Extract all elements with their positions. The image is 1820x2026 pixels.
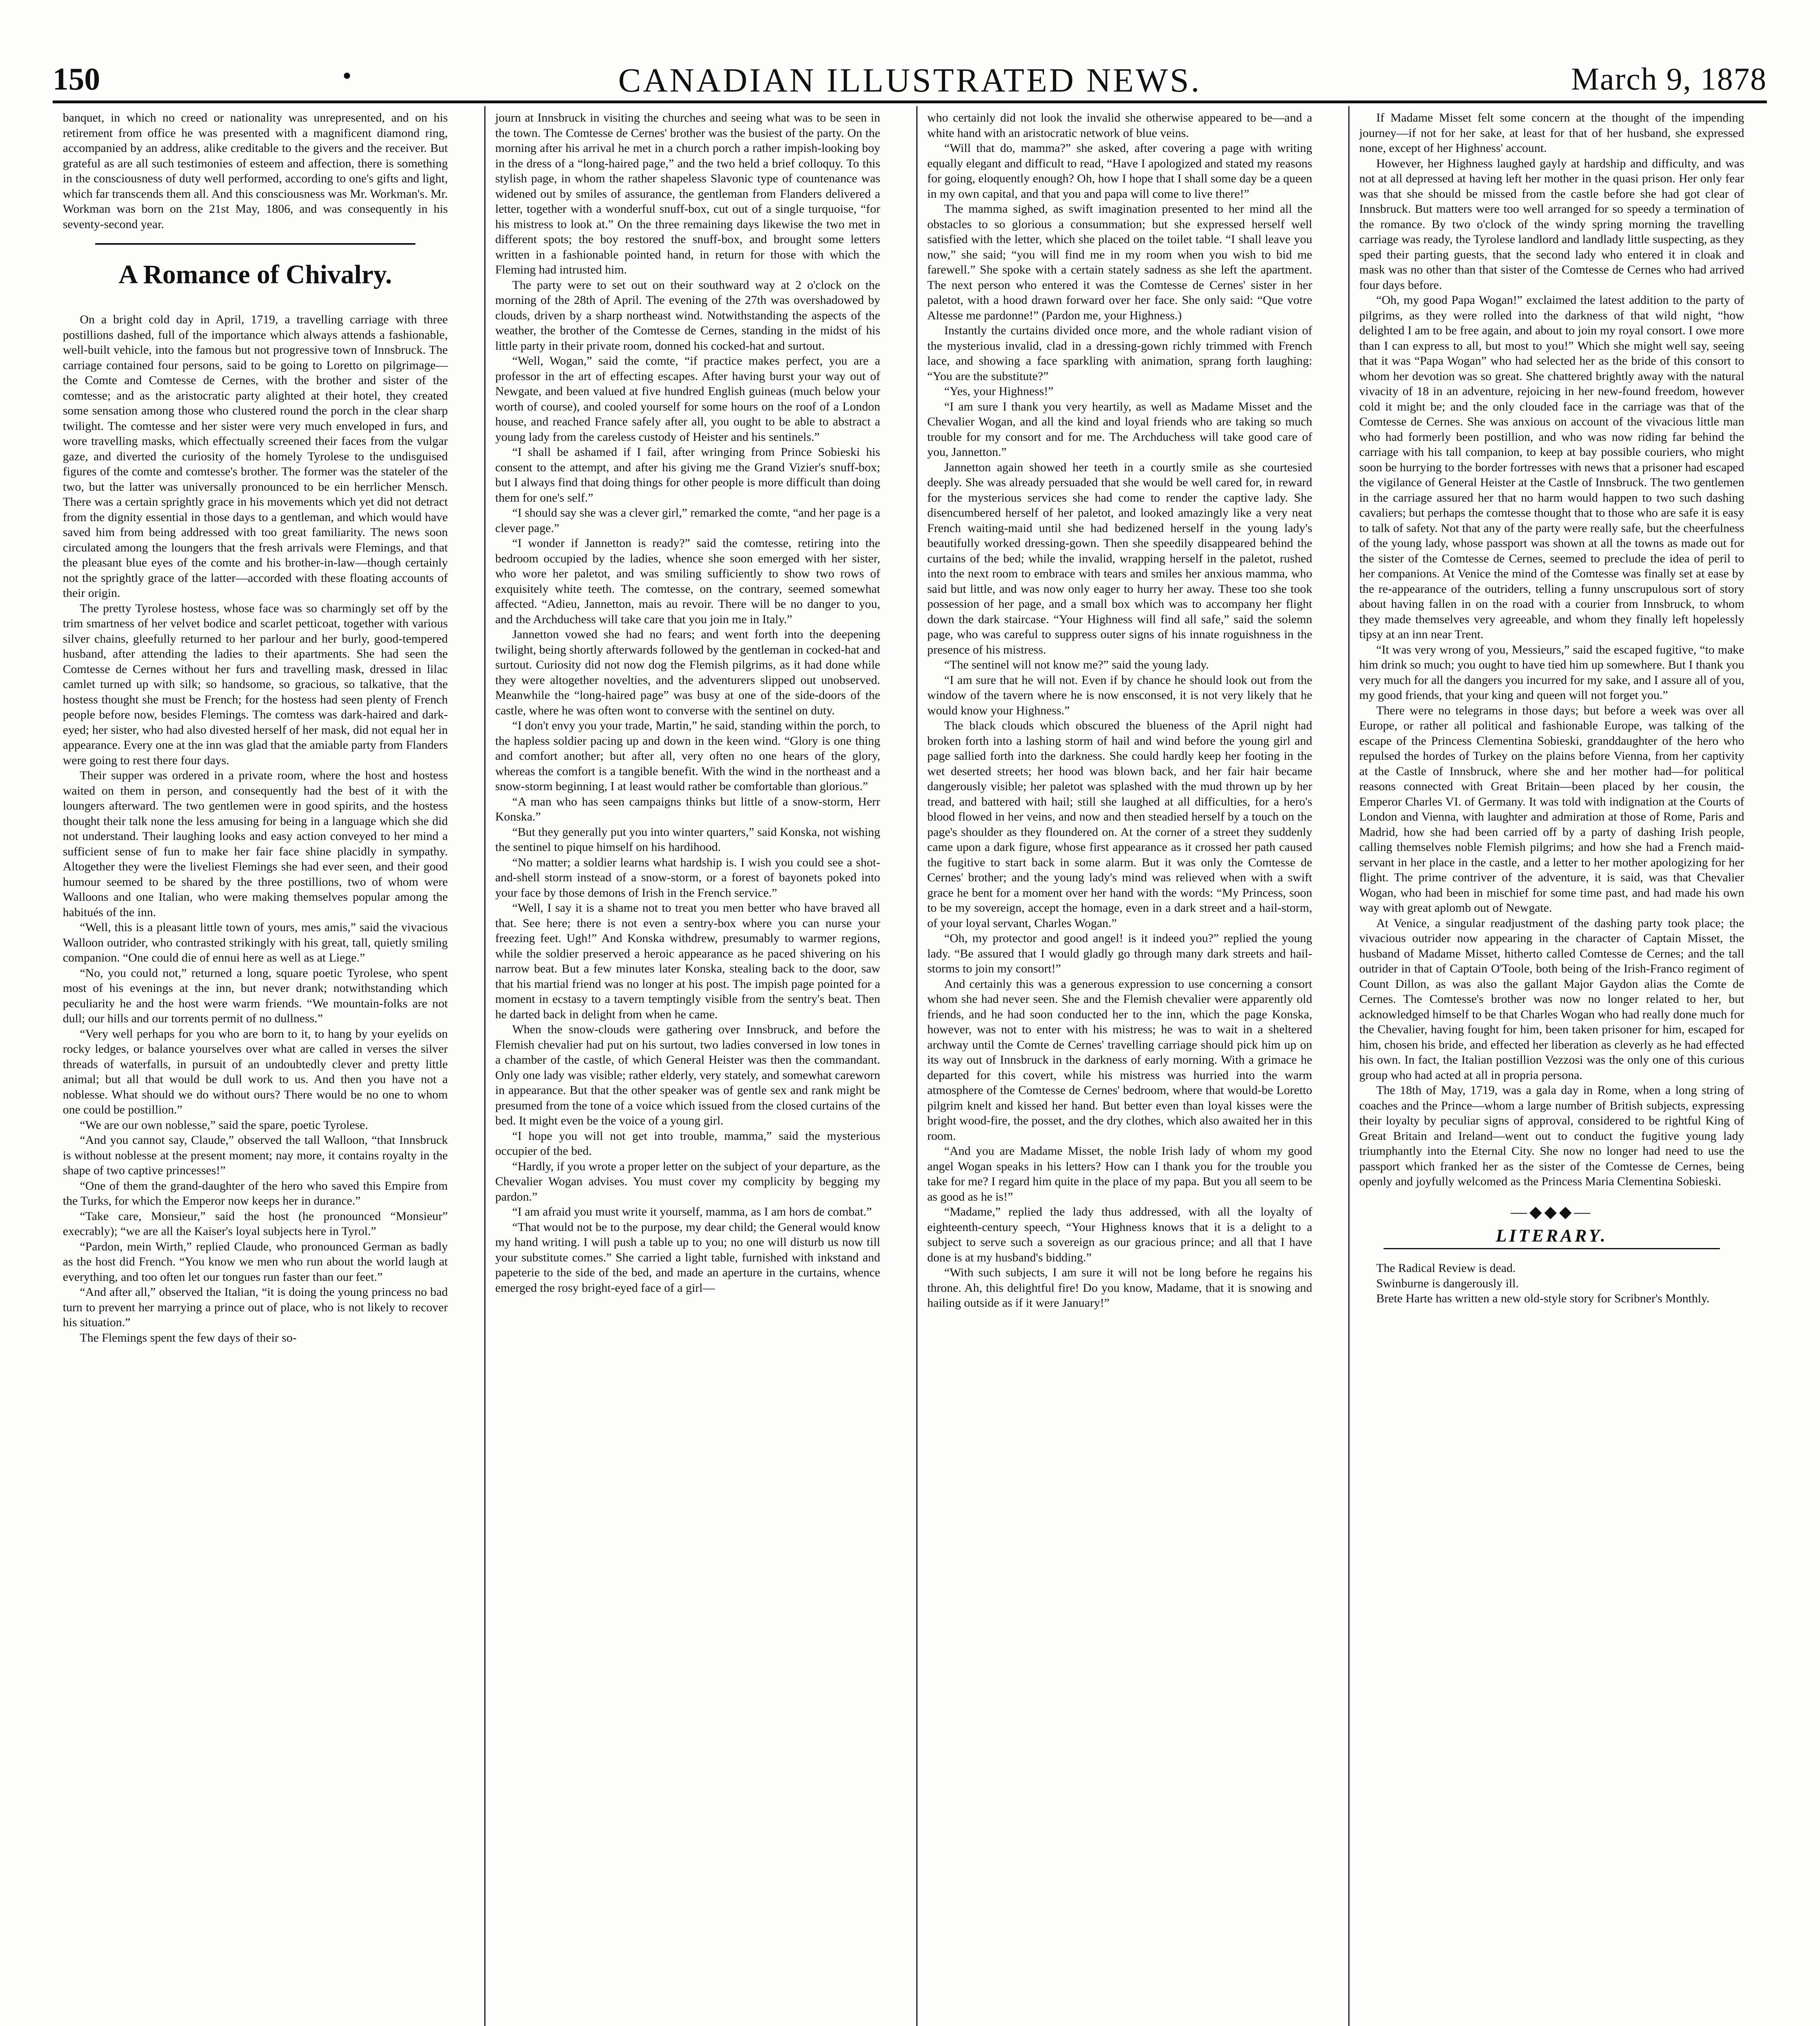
paragraph: There were no telegrams in those days; but before a week was over all Europe, or rather all political and fashionable Europe, was talking of the escape of the Princess Clementina Sobieski, granddaughter of the hero who repulsed the hordes of Turkey on the plains before Vienna, from her captivity at the Castle of Innsbruck, where she and her mother had—for political reasons connected with Great Britain—been placed by her cousin, the Emperor Charles VI. of Germany. It was told with indignation at the Courts of London and Vienna, with laughter and admiration at those of Rome, Paris and Madrid, how she had been carried off by a party of dashing Irish people, calling themselves noble Flemish pilgrims; and how she had a French maid-servant in her place in the castle, and a letter to her mother apologizing for her flight. The prime contriver of the adventure, it is said, was that Chevalier Wogan, who had been in mischief for some time past, and had made his own way with great aplomb out of Newgate. <box>1359 703 1744 915</box>
column-2 <box>495 110 880 2026</box>
paragraph: However, her Highness laughed gayly at hardship and difficulty, and was not at all depressed at having left her mother in the quasi prison. Her only fear was that she should be missed from the castle before she had got clear of Innsbruck. But matters were too well arranged for so speedy a termination of the romance. By two o'clock of the windy spring morning the travelling carriage was ready, the Tyrolese landlord and landlady little suspecting, as they sped their parting guests, that the second lady who entered it in cloak and mask was no other than that sister of the Comtesse de Cernes who had arrived four days before. <box>1359 156 1744 292</box>
ornament-divider-icon: —◆◆◆— <box>1510 1202 1593 1221</box>
paragraph: Instantly the curtains divided once more, and the whole radiant vision of the mysterious invalid, clad in a dressing-gown richly trimmed with French lace, and showing a face sparkling with animation, sprang forth laughing: “You are the substitute?” <box>927 324 1312 383</box>
paragraph: When the snow-clouds were gathering over Innsbruck, and before the Flemish chevalier had put on his surtout, two ladies conversed in low tones in a chamber of the castle, of which General Heister was then the commandant. Only one lady was visible; rather elderly, very stately, and somewhat careworn in appearance. But that the other speaker was of gentle sex and rank might be presumed from the tone of a voice which issued from the closed curtains of the bed. It might even be the voice of a young girl. <box>495 1023 880 1127</box>
paragraph: “And you cannot say, Claude,” observed the tall Walloon, “that Innsbruck is without noblesse at the present moment; nay more, it contains royalty in the shape of two captive princesses!” <box>63 1133 448 1177</box>
paragraph: “Well, Wogan,” said the comte, “if practice makes perfect, you are a professor in the art of effecting escapes. After having burst your way out of Newgate, and been valued at five hundred English guineas (much below your worth of course), and cooled yourself for some hours on the roof of a London house, and reached France safely after all, you ought to be able to abstract a young lady from the careless custody of Heister and his sentinels.” <box>495 354 880 444</box>
column-1 <box>63 110 448 2026</box>
paragraph: On a bright cold day in April, 1719, a travelling carriage with three postillions dashed, full of the importance which always attends a fashionable, well-built vehicle, into the famous but not progressive town of Innsbruck. The carriage contained four persons, said to be going to Loretto on pilgrimage—the Comte and Comtesse de Cernes, with the brother and sister of the comtesse; and as the aristocratic party alighted at their hotel, they created some sensation among those who clustered round the porch in the clear sharp twilight. The comtesse and her sister were very much enveloped in furs, and wore travelling masks, which effectually screened their faces from the vulgar gaze, and diverted the curiosity of the homely Tyrolese to the undisguised figures of the comte and comtesse's brother. The former was the stateler of the two, but the latter was universally pronounced to be ein herrlicher Mensch. There was a certain sprightly grace in his movements which yet did not detract from the dignity essential in those days to a gentleman, and which would have saved him from being addressed with too great familiarity. The news soon circulated among the loungers that the fresh arrivals were Flemings, and that the pleasant blue eyes of the comte and his brother-in-law—though certainly not the sprightly grace of the latter—accorded with these floating accounts of their origin. <box>63 313 448 600</box>
paragraph: “I shall be ashamed if I fail, after wringing from Prince Sobieski his consent to the attempt, and after his giving me the Grand Vizier's snuff-box; but I always find that doing things for other people is more difficult than doing them for one's self.” <box>495 445 880 504</box>
paragraph: “Madame,” replied the lady thus addressed, with all the loyalty of eighteenth-century speech, “Your Highness knows that it is a delight to a subject to serve such a sovereign as our gracious prince; and all that I have done is at my husband's bidding.” <box>927 1205 1312 1264</box>
section-rule <box>1384 1248 1720 1249</box>
issue-date: March 9, 1878 <box>1571 61 1767 96</box>
paragraph: Jannetton again showed her teeth in a courtly smile as she courtesied deeply. She was already persuaded that she would be well cared for, in reward for the mysterious services she had come to render the captive lady. She disencumbered herself of her paletot, and looked amazingly like a very neat French waiting-maid until she had bedizened herself in the young lady's beautifully worked dressing-gown. Then she speedily disappeared behind the curtains of the bed; while the invalid, wrapping herself in the paletot, rushed into the next room to embrace with tears and smiles her anxious mamma, who said but little, and was now only eager to hurry her away. These too she took possession of her page, and a small box which was to accompany her flight down the dark staircase. “Your Highness will find all safe,” said the solemn page, who was careful to suppress outer signs of his innate roguishness in the presence of his mistress. <box>927 460 1312 656</box>
page-number: 150 <box>53 61 100 96</box>
paragraph: “Oh, my good Papa Wogan!” exclaimed the latest addition to the party of pilgrims, as they were rolled into the darkness of that wild night, “how delighted I am to be free again, and about to join my royal consort. I owe more than I can express to all, but most to you!” Which she might well say, seeing that it was “Papa Wogan” who had selected her as the bride of this consort to whom her devotion was so great. She chattered brightly away with the natural vivacity of 18 in an adventure, rejoicing in her new-found freedom, however cold it might be; and the only clouded face in the carriage was that of the Comtesse de Cernes. She was anxious on account of the vivacious little man who had formerly been postillion, and who was now riding far behind the carriage with his tall companion, to keep at bay possible couriers, who might soon be hurrying to the border fortresses with news that a prisoner had escaped the vigilance of General Heister at the Castle of Innsbruck. The two gentlemen in the carriage assured her that no harm would happen to two such dashing cavaliers; but perhaps the comtesse thought that to those who are safe it is easy to talk of safety. Not that any of the party were really safe, but the cheerfulness of the young lady, whose passport was shown at all the towns as made out for the sister of the Comtesse de Cernes, seemed to preclude the idea of peril to her companions. At Venice the mind of the Comtesse was finally set at ease by the re-appearance of the outriders, telling a funny unscrupulous sort of story about having fallen in on the road with a courier from Innsbruck, to whom they made themselves very agreeable, and whom they finally left hopelessly tipsy at an inn near Trent. <box>1359 293 1744 641</box>
column-rule <box>484 106 485 2026</box>
paragraph: “I wonder if Jannetton is ready?” said the comtesse, retiring into the bedroom occupied by the ladies, whence she soon emerged with her sister, who wore her paletot, and was smiling sufficiently to show two rows of exquisitely white teeth. The comtesse, on the contrary, seemed somewhat affected. “Adieu, Jannetton, mais au revoir. There will be no danger to you, and the Archduchess will take care that you join me in Italy.” <box>495 536 880 626</box>
article-continuation: banquet, in which no creed or nationality was unrepresented, and on his retirement from office he was presented with a magnificent diamond ring, accompanied by an address, alike creditable to the givers and the receiver. But grateful as are all such testimonies of esteem and affection, there is something in the consciousness of duty well performed, according to one's gifts and light, which far transcends them all. And this consciousness was Mr. Workman's. Mr. Workman was born on the 21st May, 1806, and was consequently in his seventy-second year. <box>63 111 448 231</box>
paragraph: “Pardon, mein Wirth,” replied Claude, who pronounced German as badly as the host did French. “You know we men who run about the world laugh at everything, and too often let our tongues run faster than our feet.” <box>63 1240 448 1284</box>
masthead-rule <box>53 100 1767 103</box>
literary-item: Brete Harte has written a new old-style story for Scribner's Monthly. <box>1376 1292 1710 1305</box>
paragraph: “With such subjects, I am sure it will not be long before he regains his throne. Ah, this delightful fire! Do you know, Madame, that it is snowing and hailing outside as if it were January!” <box>927 1266 1312 1310</box>
paragraph: “But they generally put you into winter quarters,” said Konska, not wishing the sentinel to pique himself on his hardihood. <box>495 825 880 854</box>
paragraph: “Take care, Monsieur,” said the host (he pronounced “Monsieur” execrably); “we are all the Kaiser's loyal subjects here in Tyrol.” <box>63 1209 448 1238</box>
paragraph: “I am sure that he will not. Even if by chance he should look out from the window of the tavern where he is now ensconsed, it is not very likely that he would know your Highness.” <box>927 673 1312 717</box>
paragraph: The black clouds which obscured the blueness of the April night had broken forth into a lashing storm of hail and wind before the young girl and page sallied forth into the darkness. She could hardly keep her footing in the wet deserted streets; her hood was blown back, and her fair hair became dangerously visible; her paletot was splashed with the mud thrown up by her tread, and battered with hail; still she laughed at all difficulties, for a hero's blood flowed in her veins, and now and then steadied herself by a touch on the page's shoulder as they floundered on. At the corner of a street they suddenly came upon a dark figure, whose first appearance as it crossed her path caused the fugitive to start back in some alarm. But it was only the Comtesse de Cernes' brother; and the young lady's mind was relieved when with a swift grace he bent for a moment over her hand with the words: “My Princess, soon to be my sovereign, accept the homage, even in a dark street and a hail-storm, of your loyal servant, Charles Wogan.” <box>927 719 1312 930</box>
paragraph: If Madame Misset felt some concern at the thought of the impending journey—if not for her sake, at least for that of her husband, she expressed none, except of her Highness' account. <box>1359 111 1744 155</box>
paragraph: At Venice, a singular readjustment of the dashing party took place; the vivacious outrider now appearing in the character of Captain Misset, the husband of Madame Misset, hitherto called Comtesse de Cernes; and the tall outrider in that of Captain O'Toole, both being of the Irish-Franco regiment of Count Dillon, as was also the gallant Major Gaydon alias the Comte de Cernes. The Comtesse's brother was now no longer related to her, but acknowledged himself to be that Charles Wogan who had really done much for the Chevalier, having fought for him, been taken prisoner for him, escaped for him, chosen his bride, and effected her liberation as cleverly as he had effected his own. In fact, the Italian postillion Vezzosi was the only one of this curious group who had acted at all in propria persona. <box>1359 916 1744 1082</box>
paragraph: Their supper was ordered in a private room, where the host and hostess waited on them in person, and consequently had the best of it with the loungers afterward. The two gentlemen were in good spirits, and the hostess thought their talk none the less amusing for being in a language which she did not understand. Their laughing looks and easy action conveyed to her mind a sufficient sense of fun to make her fair face shine placidly in sympathy. Altogether they were the liveliest Flemings she had ever seen, and their good humour seemed to be shared by the three postillions, two of whom were Walloons and one Italian, who were making themselves popular among the habitués of the inn. <box>63 769 448 919</box>
section-divider <box>95 243 415 245</box>
literary-item: Swinburne is dangerously ill. <box>1376 1276 1519 1290</box>
paragraph: “Will that do, mamma?” she asked, after covering a page with writing equally elegant and difficult to read, “Have I apologized and stated my reasons for going, eloquently enough? Oh, how I hope that I shall some day be a queen in my own capital, and that you and papa will come to live there!” <box>927 141 1312 201</box>
paragraph: “And you are Madame Misset, the noble Irish lady of whom my good angel Wogan speaks in his letters? How can I thank you for the trouble you take for me? I regard him quite in the place of my papa. But you all seem to be as good as he is!” <box>927 1144 1312 1203</box>
paragraph: “Well, this is a pleasant little town of yours, mes amis,” said the vivacious Walloon outrider, who contrasted strikingly with his great, tall, quietly smiling companion. “One could die of ennui here as well as at Liege.” <box>63 921 448 964</box>
paragraph: The mamma sighed, as swift imagination presented to her mind all the obstacles to so glorious a consummation; but she expressed herself well satisfied with the letter, which she placed on the toilet table. “I shall leave you now,” she said; “you will find me in my room when you wish to bid me farewell.” She spoke with a certain stately sadness as she left the apartment. The next person who entered it was the Comtesse de Cernes' sister in her paletot, with a hood drawn forward over her face. She only said: “Que votre Altesse me pardonne!” (Pardon me, your Highness.) <box>927 202 1312 322</box>
paragraph: journ at Innsbruck in visiting the churches and seeing what was to be seen in the town. The Comtesse de Cernes' brother was the busiest of the party. On the morning after his arrival he met in a church porch a rather impish-looking boy in the dress of a “long-haired page,” and the two held a brief colloquy. To this stylish page, in whom the rather shapeless Slavonic type of countenance was widened out by smiles of assurance, the gentleman from Flanders delivered a letter, together with a wonderful snuff-box, cut out of a single turquoise, “for his mistress to look at.” On the three remaining days likewise the two met in different spots; the boy restored the snuff-box, and brought some letters written in a fashionable pointed hand, in return for those with which the Fleming had intrusted him. <box>495 111 880 276</box>
paragraph: “Hardly, if you wrote a proper letter on the subject of your departure, as the Chevalier Wogan advises. You must cover my complicity by begging my pardon.” <box>495 1159 880 1203</box>
paragraph: “It was very wrong of you, Messieurs,” said the escaped fugitive, “to make him drink so much; you ought to have tied him up somewhere. But I thank you very much for all the dangers you incurred for my sake, and I assure all of you, my good friends, that your king and queen will not forget you.” <box>1359 643 1744 702</box>
column-rule <box>1348 106 1349 2026</box>
paragraph: “I am sure I thank you very heartily, as well as Madame Misset and the Chevalier Wogan, and all the kind and loyal friends who are taking so much trouble for my consort and for me. The Archduchess will take good care of you, Jannetton.” <box>927 400 1312 459</box>
paragraph: “Oh, my protector and good angel! is it indeed you?” replied the young lady. “Be assured that I would gladly go through many dark streets and hail-storms to join my consort!” <box>927 932 1312 975</box>
paragraph: “I am afraid you must write it yourself, mamma, as I am hors de combat.” <box>512 1205 872 1218</box>
paragraph: “A man who has seen campaigns thinks but little of a snow-storm, Herr Konska.” <box>495 795 880 823</box>
paragraph: “No, you could not,” returned a long, square poetic Tyrolese, who spent most of his evenings at the inn, but never drank; notwithstanding which peculiarity he and the host were warm friends. “We mountain-folks are not dull; our hills and our torrents permit of no dullness.” <box>63 966 448 1025</box>
paragraph: “That would not be to the purpose, my dear child; the General would know my hand writing. I will push a table up to you; no one will disturb us now till your substitute comes.” She carried a light table, furnished with inkstand and papeterie to the side of the bed, and made an aperture in the curtains, whence emerged the rosy bright-eyed face of a girl— <box>495 1220 880 1295</box>
literary-notes <box>1359 1261 1744 1306</box>
section-heading: LITERARY. <box>1495 1225 1608 1246</box>
newspaper-title: CANADIAN ILLUSTRATED NEWS. <box>618 62 1202 99</box>
paragraph: “One of them the grand-daughter of the hero who saved this Empire from the Turks, for which the Emperor now keeps her in durance.” <box>63 1179 448 1207</box>
paragraph: The Flemings spent the few days of their so- <box>80 1331 297 1344</box>
paragraph: who certainly did not look the invalid she otherwise appeared to be—and a white hand with an aristocratic network of blue veins. <box>927 111 1312 140</box>
paragraph: “No matter; a soldier learns what hardship is. I wish you could see a shot-and-shell storm instead of a snow-storm, or a forest of bayonets poked into your face by those demons of Irish in the French service.” <box>495 855 880 900</box>
masthead-ornament-icon: • <box>342 61 352 90</box>
paragraph: “We are our own noblesse,” said the spare, poetic Tyrolese. <box>80 1118 368 1132</box>
column-4 <box>1359 110 1744 2026</box>
paragraph: “I hope you will not get into trouble, mamma,” said the mysterious occupier of the bed. <box>495 1129 880 1158</box>
paragraph: “The sentinel will not know me?” said the young lady. <box>944 658 1209 671</box>
paragraph: “Well, I say it is a shame not to treat you men better who have braved all that. See here; there is not even a sentry-box where you can nurse your freezing feet. Ugh!” And Konska withdrew, presumably to warmer regions, while the soldier preserved a heroic appearance as he paced shivering on his narrow beat. But a few minutes later Konska, stealing back to the door, saw that his martial friend was no longer at his post. The impish page pointed for a moment in ecstasy to a tavern temptingly visible from the sentry's beat. Then he darted back in delight from when he came. <box>495 901 880 1021</box>
column-rule <box>916 106 917 2026</box>
paragraph: Jannetton vowed she had no fears; and went forth into the deepening twilight, being shortly afterwards followed by the gentleman in cocked-hat and surtout. Curiosity did not now dog the Flemish pilgrims, as it had done while they were altogether novelties, and the adventurers slipped out unobserved. Meanwhile the “long-haired page” was busy at one of the side-doors of the castle, where he was often wont to converse with the sentinel on duty. <box>495 628 880 717</box>
paragraph: The pretty Tyrolese hostess, whose face was so charmingly set off by the trim smartness of her velvet bodice and scarlet petticoat, together with various silver chains, gleefully returned to her parlour and her burly, good-tempered husband, after attending the ladies to their apartments. She had seen the Comtesse de Cernes without her furs and travelling mask, dressed in lilac camlet turned up with silk; so handsome, so gracious, so talkative, that the hostess thought she must be French; for the hostess had seen plenty of French people before now, besides Flemings. The comtess was dark-haired and dark-eyed; her sister, who had also divested herself of her mask, did not equal her in appearance. Every one at the inn was glad that the amiable party from Flanders were going to rest there four days. <box>63 601 448 767</box>
paragraph: “Yes, your Highness!” <box>944 385 1054 398</box>
paragraph: The 18th of May, 1719, was a gala day in Rome, when a long string of coaches and the Prince—whom a large number of British subjects, expressing their loyalty by peculiar signs of approval, considered to be rightful King of Great Britain and Ireland—went out to conduct the fugitive young lady triumphantly into the Eternal City. She now no longer had need to use the passport which franked her as the sister of the Comtesse de Cernes, being openly and joyfully welcomed as the Princess Maria Clementina Sobieski. <box>1359 1084 1744 1188</box>
paragraph: The party were to set out on their southward way at 2 o'clock on the morning of the 28th of April. The evening of the 27th was overshadowed by clouds, driven by a sharp northeast wind. Notwithstanding the aspects of the weather, the brother of the Comtesse de Cernes, standing in the midst of his little party in their private room, donned his cocked-hat and surtout. <box>495 278 880 353</box>
article-headline: A Romance of Chivalry. <box>118 260 392 289</box>
paragraph: “I should say she was a clever girl,” remarked the comte, “and her page is a clever page.” <box>495 506 880 535</box>
paragraph: “And after all,” observed the Italian, “it is doing the young princess no bad turn to prevent her marrying a prince out of place, who is not likely to recover his situation.” <box>63 1285 448 1329</box>
paragraph: And certainly this was a generous expression to use concerning a consort whom she had never seen. She and the Flemish chevalier were apparently old friends, and he had soon conducted her to the inn, which the page Konska, however, was not to enter with his mistress; he was to wait in a sheltered archway until the Comte de Cernes' travelling carriage should pick him up on its way out of Innsbruck in the darkness of early morning. With a grimace he departed for this covert, while his mistress was hurried into the warm atmosphere of the Comtesse de Cernes' bedroom, where that would-be Loretto pilgrim knelt and kissed her hand. But better even than loyal kisses were the bright wood-fire, the posset, and the dry clothes, which also awaited her in this room. <box>927 977 1312 1143</box>
paragraph: “I don't envy you your trade, Martin,” he said, standing within the porch, to the hapless soldier pacing up and down in the keen wind. “Glory is one thing and comfort another; but after all, very often no one hears of the glory, whereas the comfort is a tangible benefit. With the wind in the northeast and a snow-storm beginning, I at least would rather be comfortable than glorious.” <box>495 719 880 793</box>
paragraph: “Very well perhaps for you who are born to it, to hang by your eyelids on rocky ledges, or balance yourselves over what are called in verses the silver threads of waterfalls, in pursuit of an undoubtedly clever and pretty little animal; but all that would be dull work to us. And then you have not a noblesse. What should we do without ours? There would be no one to whom one could be postillion.” <box>63 1027 448 1116</box>
column-3 <box>927 110 1312 2026</box>
literary-item: The Radical Review is dead. <box>1376 1261 1516 1275</box>
